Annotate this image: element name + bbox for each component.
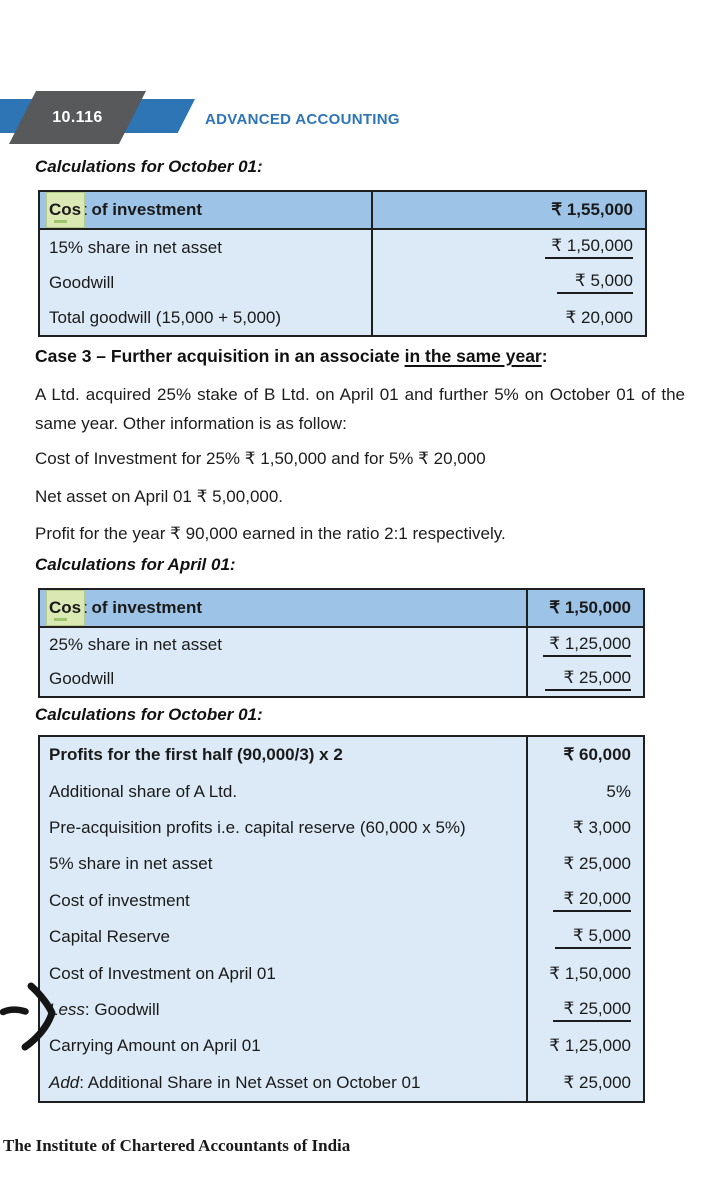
row-label: Profits for the first half (90,000/3) x 2 — [49, 745, 343, 765]
row-label: Additional share of A Ltd. — [49, 781, 238, 801]
row-label: 25% share in net asset — [49, 635, 222, 654]
paragraph-profit: Profit for the year ₹ 90,000 earned in the ratio 2:1 respectively. — [35, 524, 506, 543]
row-value: ₹ 25,000 — [526, 662, 643, 696]
table-row-less-goodwill — [40, 992, 643, 1028]
table-row — [40, 737, 643, 773]
row-label: Total goodwill (15,000 + 5,000) — [49, 307, 282, 327]
row-value: ₹ 1,50,000 — [526, 955, 643, 991]
heading-calculations-october-1: Calculations for October 01: — [35, 157, 263, 176]
row-label: Pre-acquisition profits i.e. capital reserve (60,000 x 5%) — [49, 818, 466, 838]
row-label: 5% share in net asset — [49, 854, 213, 874]
row-value: ₹ 25,000 — [526, 846, 643, 882]
row-label: Add: Additional Share in Net Asset on October 01 — [49, 1072, 421, 1092]
table-row — [40, 300, 645, 335]
page-number: 10.116 — [52, 108, 103, 126]
table-row — [40, 1028, 643, 1064]
table-october-01-second — [38, 735, 645, 1103]
table-october-01-first — [38, 190, 647, 337]
row-label: Cost of investment — [49, 890, 190, 910]
table-row — [40, 662, 643, 696]
table-row — [40, 590, 643, 628]
row-label: Carrying Amount on April 01 — [49, 1036, 261, 1056]
row-label: Cost of Investment on April 01 — [49, 963, 276, 983]
row-label: Less: Goodwill — [49, 1000, 160, 1020]
heading-case-3: Case 3 – Further acquisition in an associate in the same year: — [35, 346, 548, 366]
table-row — [40, 192, 645, 230]
row-value: ₹ 25,000 — [526, 1065, 643, 1101]
table-row — [40, 628, 643, 662]
row-value: ₹ 1,25,000 — [526, 628, 643, 662]
green-marker-highlight: Cos — [49, 200, 82, 219]
row-value: ₹ 5,000 — [526, 919, 643, 955]
row-value: ₹ 1,55,000 — [371, 192, 645, 228]
hand-drawn-arrow-icon — [0, 980, 62, 1056]
row-value: 5% — [526, 773, 643, 809]
table-april-01 — [38, 588, 645, 698]
row-label: Goodwill — [49, 669, 115, 688]
row-label: Cost of investment — [49, 200, 203, 219]
table-row — [40, 773, 643, 809]
table-row — [40, 846, 643, 882]
table-row — [40, 810, 643, 846]
table-row — [40, 883, 643, 919]
row-value: ₹ 25,000 — [526, 992, 643, 1028]
page-title: ADVANCED ACCOUNTING — [205, 111, 400, 128]
row-value: ₹ 20,000 — [526, 883, 643, 919]
paragraph-case3-intro: A Ltd. acquired 25% stake of B Ltd. on April 01 and further 5% on October 01 of the same year. Other information is as follow: — [35, 385, 685, 433]
heading-calculations-april: Calculations for April 01: — [35, 555, 236, 574]
green-marker-highlight: Cos — [49, 598, 82, 617]
row-value: ₹ 3,000 — [526, 810, 643, 846]
row-value: ₹ 1,50,000 — [526, 590, 643, 626]
row-value: ₹ 20,000 — [371, 300, 645, 335]
row-value: ₹ 1,25,000 — [526, 1028, 643, 1064]
table-row — [40, 1065, 643, 1101]
paragraph-net-asset: Net asset on April 01 ₹ 5,00,000. — [35, 487, 284, 506]
paragraph-cost-of-investment: Cost of Investment for 25% ₹ 1,50,000 and for 5% ₹ 20,000 — [35, 449, 486, 468]
row-label: 15% share in net asset — [49, 237, 222, 257]
row-label: Cost of investment — [49, 598, 203, 617]
table-row — [40, 919, 643, 955]
table-row — [40, 265, 645, 300]
table-row — [40, 955, 643, 991]
row-value: ₹ 1,50,000 — [371, 230, 645, 265]
heading-calculations-october-2: Calculations for October 01: — [35, 705, 263, 724]
row-value: ₹ 5,000 — [371, 265, 645, 300]
footer-text: The Institute of Chartered Accountants of India — [3, 1136, 351, 1155]
row-value: ₹ 60,000 — [526, 737, 643, 773]
row-label: Capital Reserve — [49, 927, 170, 947]
row-label: Goodwill — [49, 272, 115, 292]
table-row — [40, 230, 645, 265]
